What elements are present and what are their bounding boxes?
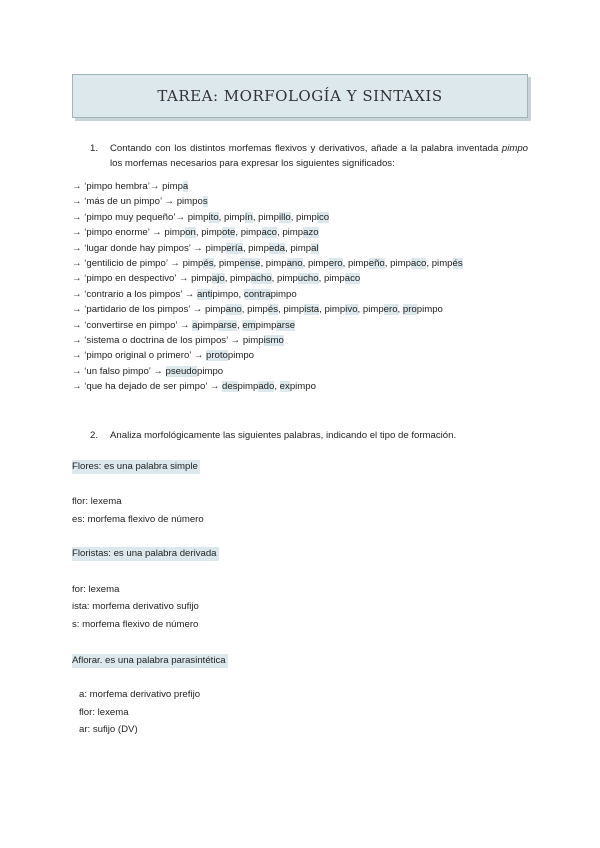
morpheme-highlight: ito [208, 211, 219, 223]
morpheme-highlight: acho [250, 273, 272, 285]
answer-line [72, 348, 532, 363]
title-box [72, 74, 528, 118]
meaning-prompt: → ‘pimpo muy pequeño’→ [72, 211, 188, 223]
section-heading-flores: Flores: es una palabra simple [72, 461, 198, 472]
answer-line [72, 318, 532, 333]
word-stem: , pimp [357, 304, 384, 316]
morpheme-highlight: ero [383, 304, 398, 316]
answer-line [72, 241, 532, 256]
morpheme-highlight: ote [222, 227, 236, 239]
word-stem: , pimp [384, 257, 411, 269]
answer-line [72, 287, 532, 302]
morpheme-highlight: anti [196, 288, 213, 300]
morpheme-highlight: ense [239, 257, 261, 269]
word-stem: , pimp [213, 257, 240, 269]
analysis-item: flor: lexema [72, 496, 122, 507]
meaning-prompt: → ‘pimpo en despectivo’ → [72, 273, 192, 285]
answer-line [72, 210, 532, 225]
morpheme-highlight: aco [261, 227, 277, 239]
morpheme-highlight: ano [225, 304, 242, 316]
word-stem: , pimp [276, 227, 304, 239]
morpheme-highlight: s [202, 196, 208, 208]
word-stem: , pimp [242, 242, 269, 254]
meaning-prompt: → ‘sistema o doctrina de los pimpos’ → [72, 334, 243, 346]
answer-line [72, 179, 532, 194]
meaning-prompt: → ‘convertirse en pimpo’ → [72, 319, 193, 331]
answer-lines [72, 179, 532, 394]
morpheme-highlight: on [185, 227, 196, 239]
morpheme-highlight: contra [243, 288, 271, 300]
question-2 [72, 428, 528, 443]
morpheme-highlight: ado [258, 381, 275, 393]
word-stem: pimpo [227, 350, 255, 362]
word-stem: pimpo [196, 365, 224, 377]
answer-line [72, 302, 532, 317]
morpheme-highlight: ico [316, 211, 330, 223]
morpheme-highlight: proto [206, 350, 228, 362]
word-stem: pimp [204, 304, 226, 316]
question-number: 2. [90, 430, 99, 441]
morpheme-highlight: pseudo [165, 365, 197, 377]
page-title: TAREA: MORFOLOGÍA Y SINTAXIS [157, 87, 443, 105]
morpheme-highlight: azo [303, 227, 319, 239]
question-1 [72, 141, 528, 171]
morpheme-highlight: ismo [263, 334, 284, 346]
invented-word: pimpo [501, 143, 528, 154]
answer-line [72, 364, 532, 379]
question-number: 1. [90, 143, 99, 154]
word-stem: pimp [197, 319, 219, 331]
morpheme-highlight: ucho [297, 273, 319, 285]
morpheme-highlight: és [452, 257, 463, 269]
answer-line [72, 194, 532, 209]
analysis-item: ar: sufijo (DV) [79, 724, 138, 735]
meaning-prompt: → ‘gentilicio de pimpo’ → [72, 257, 183, 269]
word-stem: pimpo [176, 196, 203, 208]
word-stem: , pimp [218, 211, 245, 223]
answer-line [72, 333, 532, 348]
meaning-prompt: → ‘que ha dejado de ser pimpo’ → [72, 381, 223, 393]
morpheme-highlight: ista [304, 304, 320, 316]
word-stem: , pimp [318, 273, 345, 285]
morpheme-highlight: ajo [211, 273, 225, 285]
word-stem: , pimp [235, 227, 262, 239]
meaning-prompt: → ‘pimpo hembra’→ [72, 181, 163, 192]
analysis-item: for: lexema [72, 584, 120, 595]
word-stem: pimp [182, 257, 204, 269]
word-stem: , pimp [342, 257, 369, 269]
word-stem: , pimp [278, 304, 305, 316]
morpheme-highlight: em [242, 319, 256, 331]
word-stem: , pimp [195, 227, 223, 239]
morpheme-highlight: és [203, 257, 214, 269]
meaning-prompt: → ‘más de un pimpo’ → [72, 196, 177, 208]
word-stem: , pimp [285, 242, 312, 254]
morpheme-highlight: illo [278, 211, 291, 223]
morpheme-highlight: aco [410, 257, 427, 269]
morpheme-highlight: eda [268, 242, 285, 254]
section-heading-aflorar: Aflorar. es una palabra parasintética [72, 655, 226, 666]
word-stem: , pimp [290, 211, 317, 223]
word-stem: , pimp [260, 257, 287, 269]
section-heading-floristas: Floristas: es una palabra derivada [72, 548, 217, 559]
morpheme-highlight: aco [344, 273, 361, 285]
word-stem: pimp [164, 227, 186, 239]
word-stem: pimp [255, 319, 277, 331]
morpheme-highlight: ería [226, 242, 243, 254]
meaning-prompt: → ‘pimpo enorme’ → [72, 227, 165, 239]
morpheme-highlight: ano [286, 257, 303, 269]
analysis-item: ista: morfema derivativo sufijo [72, 601, 199, 612]
word-stem: , pimp [252, 211, 279, 223]
word-stem: pimpo [416, 304, 443, 316]
morpheme-highlight: ín [244, 211, 253, 223]
word-stem: , [274, 381, 280, 393]
morpheme-highlight: és [267, 304, 279, 316]
morpheme-highlight: ero [328, 257, 343, 269]
word-stem: , pimp [319, 304, 346, 316]
morpheme-highlight: eño [368, 257, 385, 269]
word-stem: , pimp [241, 304, 268, 316]
word-stem: pimp [242, 334, 264, 346]
answer-line [72, 271, 532, 286]
word-stem: pimp [162, 181, 183, 192]
word-stem: , [397, 304, 403, 316]
word-stem: , [236, 319, 243, 331]
meaning-prompt: → ‘un falso pimpo’ → [72, 365, 166, 377]
word-stem: , pimp [426, 257, 453, 269]
analysis-item: s: morfema flexivo de número [72, 619, 199, 630]
word-stem: pimp [191, 273, 212, 285]
morpheme-highlight: arse [218, 319, 237, 331]
analysis-item: flor: lexema [79, 707, 129, 718]
answer-line [72, 379, 532, 394]
meaning-prompt: → ‘contrario a los pimpos’ → [72, 288, 197, 300]
morpheme-highlight: ivo [345, 304, 358, 316]
word-stem: pimp [187, 211, 209, 223]
morpheme-highlight: a [182, 181, 189, 192]
analysis-item: a: morfema derivativo prefijo [79, 689, 201, 700]
word-stem: , pimp [271, 273, 298, 285]
answer-line [72, 225, 532, 240]
answer-line [72, 256, 532, 271]
word-stem: pimpo, [212, 288, 244, 300]
word-stem: , pimp [302, 257, 329, 269]
question-text: Contando con los distintos morfemas flexivos y derivativos, añade a la palabra inventada pimpo los morfemas necesarios para expresar los siguientes significados: [110, 143, 528, 169]
morpheme-highlight: ex [279, 381, 290, 393]
morpheme-highlight: a [192, 319, 198, 331]
question-text: Analiza morfológicamente las siguientes palabras, indicando el tipo de formación. [110, 430, 457, 441]
word-stem: , pimp [224, 273, 251, 285]
analysis-item: es: morfema flexivo de número [72, 514, 204, 525]
meaning-prompt: → ‘lugar donde hay pimpos’ → [72, 242, 206, 254]
word-stem: pimp [205, 242, 227, 254]
word-stem: pimpo [270, 288, 297, 300]
word-stem: pimpo [289, 381, 316, 393]
morpheme-highlight: arse [276, 319, 296, 331]
morpheme-highlight: al [311, 242, 319, 254]
morpheme-highlight: des [222, 381, 238, 393]
meaning-prompt: → ‘pimpo original o primero’ → [72, 350, 207, 362]
word-stem: pimp [237, 381, 259, 393]
morpheme-highlight: pro [402, 304, 417, 316]
meaning-prompt: → ‘partidario de los pimpos’ → [72, 304, 205, 316]
